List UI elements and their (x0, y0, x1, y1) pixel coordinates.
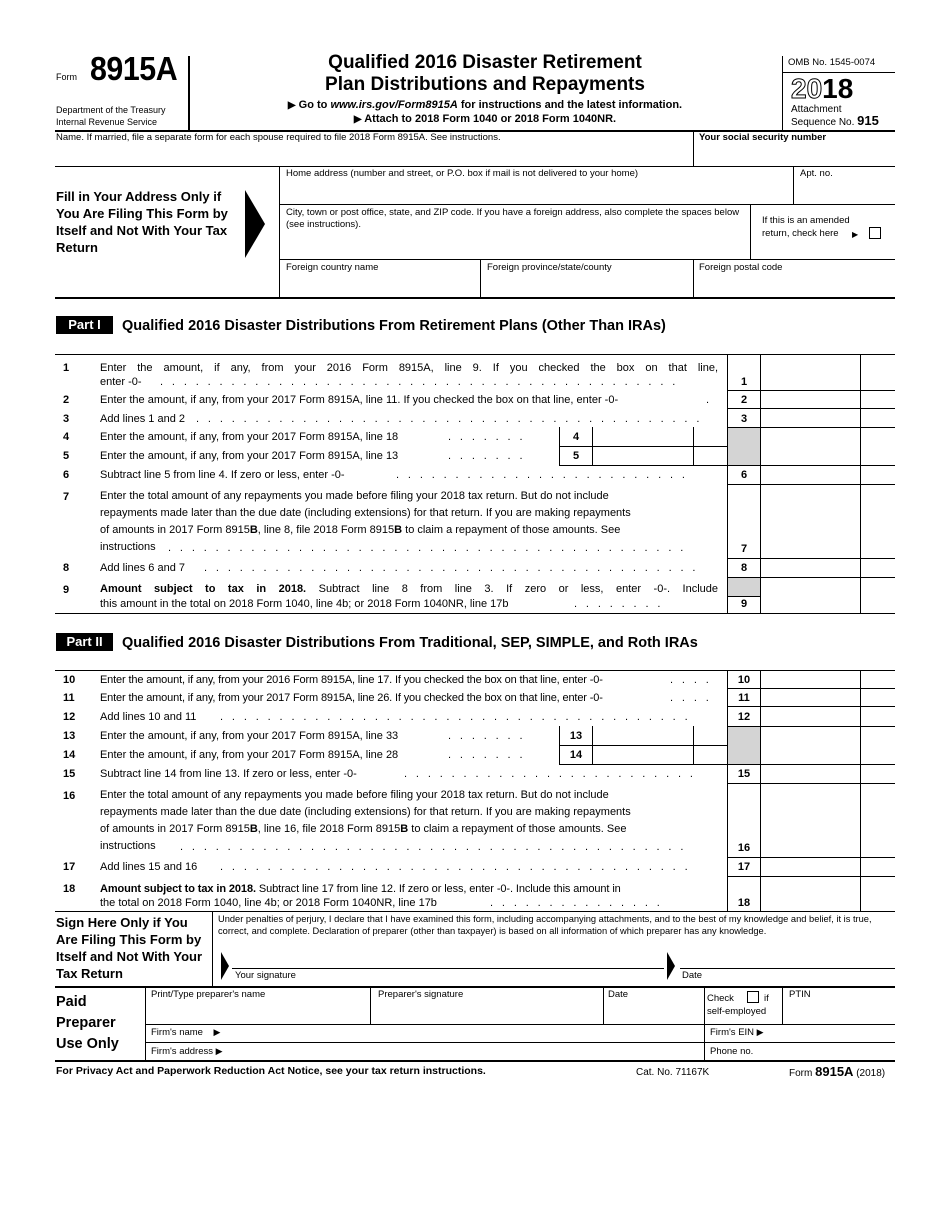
line10-text: Enter the amount, if any, from your 2016 Form 8915A, line 17. If you checked the box on that line, enter -0- (100, 674, 603, 686)
line7-amount[interactable] (761, 485, 859, 558)
foreign-province-label: Foreign province/state/county (487, 262, 612, 273)
line8-box-number: 8 (740, 562, 748, 574)
line9-amount[interactable] (761, 578, 859, 613)
foreign-postal-input[interactable] (699, 276, 893, 296)
line3-number: 3 (63, 413, 70, 425)
line16-box-number: 16 (737, 842, 751, 854)
line14-number: 14 (63, 749, 76, 761)
sign-date-input[interactable] (680, 948, 894, 968)
line15-number: 15 (63, 768, 76, 780)
line5-number: 5 (63, 450, 70, 462)
line2-number: 2 (63, 394, 70, 406)
line5-box-number: 5 (572, 450, 580, 462)
line10-box-number: 10 (737, 674, 751, 686)
line11-box-number: 11 (738, 692, 750, 704)
line13-box-number: 13 (569, 730, 583, 742)
ptin-label: PTIN (789, 989, 811, 1000)
line18-text2: the total on 2018 Form 1040, line 4b; or 2018 Form 1040NR, line 17b (100, 897, 437, 909)
taxpayer-signature-input[interactable] (232, 948, 660, 968)
line7-text: Enter the total amount of any repayments you made before filing your 2018 tax return. But do not include repayments made later than the due date (including extensions) for that return. If you are making repayments of amounts in 2017 Form 8915B, line 8, file 2018 Form 8915B to claim a repayment of those amounts. See instructions (100, 488, 718, 556)
line7-box-number: 7 (740, 543, 748, 555)
line15-box-number: 15 (737, 768, 751, 780)
form-title (190, 52, 780, 96)
line12-text: Add lines 10 and 11 (100, 711, 197, 723)
line16-number: 16 (63, 790, 76, 802)
line3-box-number: 3 (740, 413, 748, 425)
part2-tag: Part II (56, 633, 113, 651)
firm-address-label: Firm's address ▶ (151, 1046, 223, 1057)
firm-ein-input[interactable] (780, 1025, 894, 1041)
line8-amount[interactable] (761, 559, 859, 577)
line8-text: Add lines 6 and 7 (100, 562, 186, 574)
preparer-date-label: Date (608, 989, 629, 1000)
firm-address-input[interactable] (240, 1043, 700, 1059)
firm-name-input[interactable] (240, 1025, 700, 1041)
line12-amount[interactable] (761, 707, 859, 726)
line3-text: Add lines 1 and 2 (100, 413, 186, 425)
line5-amount[interactable] (593, 447, 692, 464)
line13-amount[interactable] (593, 727, 692, 745)
privacy-notice: For Privacy Act and Paperwork Reduction Act Notice, see your tax return instructions. (56, 1065, 486, 1077)
line10-amount[interactable] (761, 671, 859, 688)
self-employed-if: if (764, 993, 769, 1004)
line12-box-number: 12 (737, 711, 751, 723)
line18-amount[interactable] (761, 877, 859, 911)
line6-number: 6 (63, 469, 70, 481)
line1-amount[interactable] (761, 356, 859, 390)
line2-box-number: 2 (740, 394, 748, 406)
sequence-label: Sequence No. 915 (791, 113, 879, 128)
line16-instructions: instructions (100, 840, 156, 852)
form-label: Form (56, 72, 77, 82)
line14-amount[interactable] (593, 746, 692, 763)
sign-date-label: Date (682, 970, 703, 981)
sign-side-note: Sign Here Only if You Are Filing This Form by Itself and Not With Your Tax Return (56, 915, 203, 981)
perjury-statement: Under penalties of perjury, I declare that I have examined this form, including accompanying attachments, and to the best of my knowledge and belief, it is true, correct, and complete. Declaration of preparer (other than taxpayer) is based on all information of which preparer has any knowledge. (218, 914, 872, 936)
line15-text: Subtract line 14 from line 13. If zero or less, enter -0- (100, 768, 357, 780)
firm-ein-label: Firm's EIN ▶ (710, 1027, 764, 1038)
line6-text: Subtract line 5 from line 4. If zero or less, enter -0- (100, 469, 345, 481)
line14-text: Enter the amount, if any, from your 2017 Form 8915A, line 28 (100, 749, 399, 761)
line6-box-number: 6 (740, 469, 748, 481)
ptin-input[interactable] (789, 1002, 893, 1022)
date-arrow-icon (667, 952, 675, 980)
irs-url[interactable]: www.irs.gov/Form8915A (330, 99, 458, 111)
line4-box-number: 4 (572, 431, 580, 443)
preparer-name-input[interactable] (151, 1002, 367, 1022)
line1-text2: enter -0- (100, 376, 142, 388)
part1-tag: Part I (56, 316, 113, 334)
ssn-label: Your social security number (699, 132, 827, 143)
self-employed-label2: self-employed (707, 1006, 767, 1017)
line9-number: 9 (63, 584, 70, 596)
line1-text: Enter the amount, if any, from your 2016 Form 8915A, line 9. If you checked the box on that line, (100, 362, 718, 374)
line11-text: Enter the amount, if any, from your 2017 Form 8915A, line 26. If you checked the box on that line, enter -0- (100, 692, 603, 704)
name-input[interactable] (56, 145, 692, 165)
line1-box-number: 1 (740, 376, 748, 388)
amended-checkbox[interactable] (869, 227, 881, 239)
line2-amount[interactable] (761, 391, 859, 408)
line18-text: Amount subject to tax in 2018. Subtract line 17 from line 12. If zero or less, enter -0-. Include this amount in (100, 883, 621, 895)
irs-label: Internal Revenue Service (56, 117, 158, 127)
city-label: City, town or post office, state, and ZIP code. If you have a foreign address, also complete the spaces below (see instructions). (286, 207, 740, 230)
line17-box-number: 17 (737, 861, 751, 873)
preparer-date-input[interactable] (608, 1002, 702, 1022)
phone-input[interactable] (765, 1043, 894, 1059)
preparer-signature-input[interactable] (378, 1002, 600, 1022)
line3-amount[interactable] (761, 409, 859, 427)
line7-number: 7 (63, 491, 70, 503)
preparer-name-label: Print/Type preparer's name (151, 989, 266, 1000)
phone-label: Phone no. (710, 1046, 754, 1057)
foreign-country-label: Foreign country name (286, 262, 379, 273)
title-line2: Plan Distributions and Repayments (325, 74, 645, 95)
footer-form-id: Form 8915A (2018) (789, 1064, 886, 1079)
part1-title: Qualified 2016 Disaster Distributions From Retirement Plans (Other Than IRAs) (122, 318, 666, 334)
your-signature-label: Your signature (235, 970, 296, 981)
line7-instructions: instructions (100, 541, 156, 553)
line16-amount[interactable] (761, 784, 859, 857)
line10-number: 10 (63, 674, 76, 686)
instruction-go: ▶ Go to www.irs.gov/Form8915A for instructions and the latest information. (287, 99, 683, 111)
home-address-input[interactable] (286, 181, 791, 203)
line17-text: Add lines 15 and 16 (100, 861, 198, 873)
city-input[interactable] (286, 234, 748, 258)
line11-amount[interactable] (761, 689, 859, 706)
line6-amount[interactable] (761, 466, 859, 484)
apt-input[interactable] (800, 181, 894, 203)
line17-number: 17 (63, 861, 76, 873)
line16-text: Enter the total amount of any repayments you made before filing your 2018 tax return. But do not include repayments made later than the due date (including extensions) for that return. If you are making repayments of amounts in 2017 Form 8915B, line 16, file 2018 Form 8915B to claim a repayment of those amounts. See instructions (100, 787, 718, 855)
line15-amount[interactable] (761, 765, 859, 783)
catalog-number: Cat. No. 71167K (636, 1067, 710, 1078)
line4-text: Enter the amount, if any, from your 2017 Form 8915A, line 18 (100, 431, 399, 443)
line8-number: 8 (63, 562, 70, 574)
sign-arrow-icon (221, 952, 229, 980)
apt-label: Apt. no. (800, 168, 833, 179)
tax-year: 2018 (791, 73, 854, 104)
amended-arrow-icon: ▶ (852, 230, 859, 239)
line2-text: Enter the amount, if any, from your 2017 Form 8915A, line 11. If you checked the box on that line, enter -0- (100, 394, 619, 406)
amended-label: If this is an amended return, check here (762, 215, 850, 239)
line18-number: 18 (63, 883, 76, 895)
line14-box-number: 14 (569, 749, 583, 761)
instruction-attach: ▶ Attach to 2018 Form 1040 or 2018 Form 1040NR. (353, 113, 617, 125)
line4-amount[interactable] (593, 428, 692, 446)
self-employed-checkbox[interactable] (747, 991, 759, 1003)
line11-number: 11 (63, 692, 75, 704)
line17-amount[interactable] (761, 858, 859, 876)
line18-box-number: 18 (737, 897, 751, 909)
line9-text: Amount subject to tax in 2018. Subtract line 8 from line 3. If zero or less, enter -0-. Include (100, 583, 719, 595)
line1-number: 1 (63, 362, 70, 374)
form-number: 8915A (90, 50, 178, 87)
line13-number: 13 (63, 730, 76, 742)
self-employed-label: Check (707, 993, 734, 1004)
foreign-province-input[interactable] (487, 276, 690, 296)
line12-number: 12 (63, 711, 76, 723)
line5-text: Enter the amount, if any, from your 2017 Form 8915A, line 13 (100, 450, 399, 462)
line9-box-number: 9 (740, 598, 748, 610)
home-address-label: Home address (number and street, or P.O. box if mail is not delivered to your home) (286, 168, 639, 179)
foreign-country-input[interactable] (286, 276, 476, 296)
preparer-side-note: Paid Preparer Use Only (56, 994, 119, 1052)
address-side-note: Fill in Your Address Only if You Are Filing This Form by Itself and Not With Your Tax Return (56, 189, 228, 255)
preparer-signature-label: Preparer's signature (378, 989, 464, 1000)
foreign-postal-label: Foreign postal code (699, 262, 783, 273)
address-arrow (245, 190, 265, 258)
part2-title: Qualified 2016 Disaster Distributions From Traditional, SEP, SIMPLE, and Roth IRAs (122, 635, 698, 651)
ssn-input[interactable] (699, 145, 894, 165)
name-label: Name. If married, file a separate form for each spouse required to file 2018 Form 8915A. See instructions. (56, 132, 501, 143)
line4-number: 4 (63, 431, 70, 443)
line9-text2: this amount in the total on 2018 Form 1040, line 4b; or 2018 Form 1040NR, line 17b (100, 598, 509, 610)
line13-text: Enter the amount, if any, from your 2017 Form 8915A, line 33 (100, 730, 399, 742)
firm-name-label: Firm's name ▶ (151, 1027, 221, 1038)
omb-number: OMB No. 1545-0074 (788, 57, 876, 68)
attachment-label: Attachment (791, 104, 842, 115)
dept-treasury: Department of the Treasury (56, 105, 166, 115)
title-line1: Qualified 2016 Disaster Retirement (328, 52, 642, 73)
